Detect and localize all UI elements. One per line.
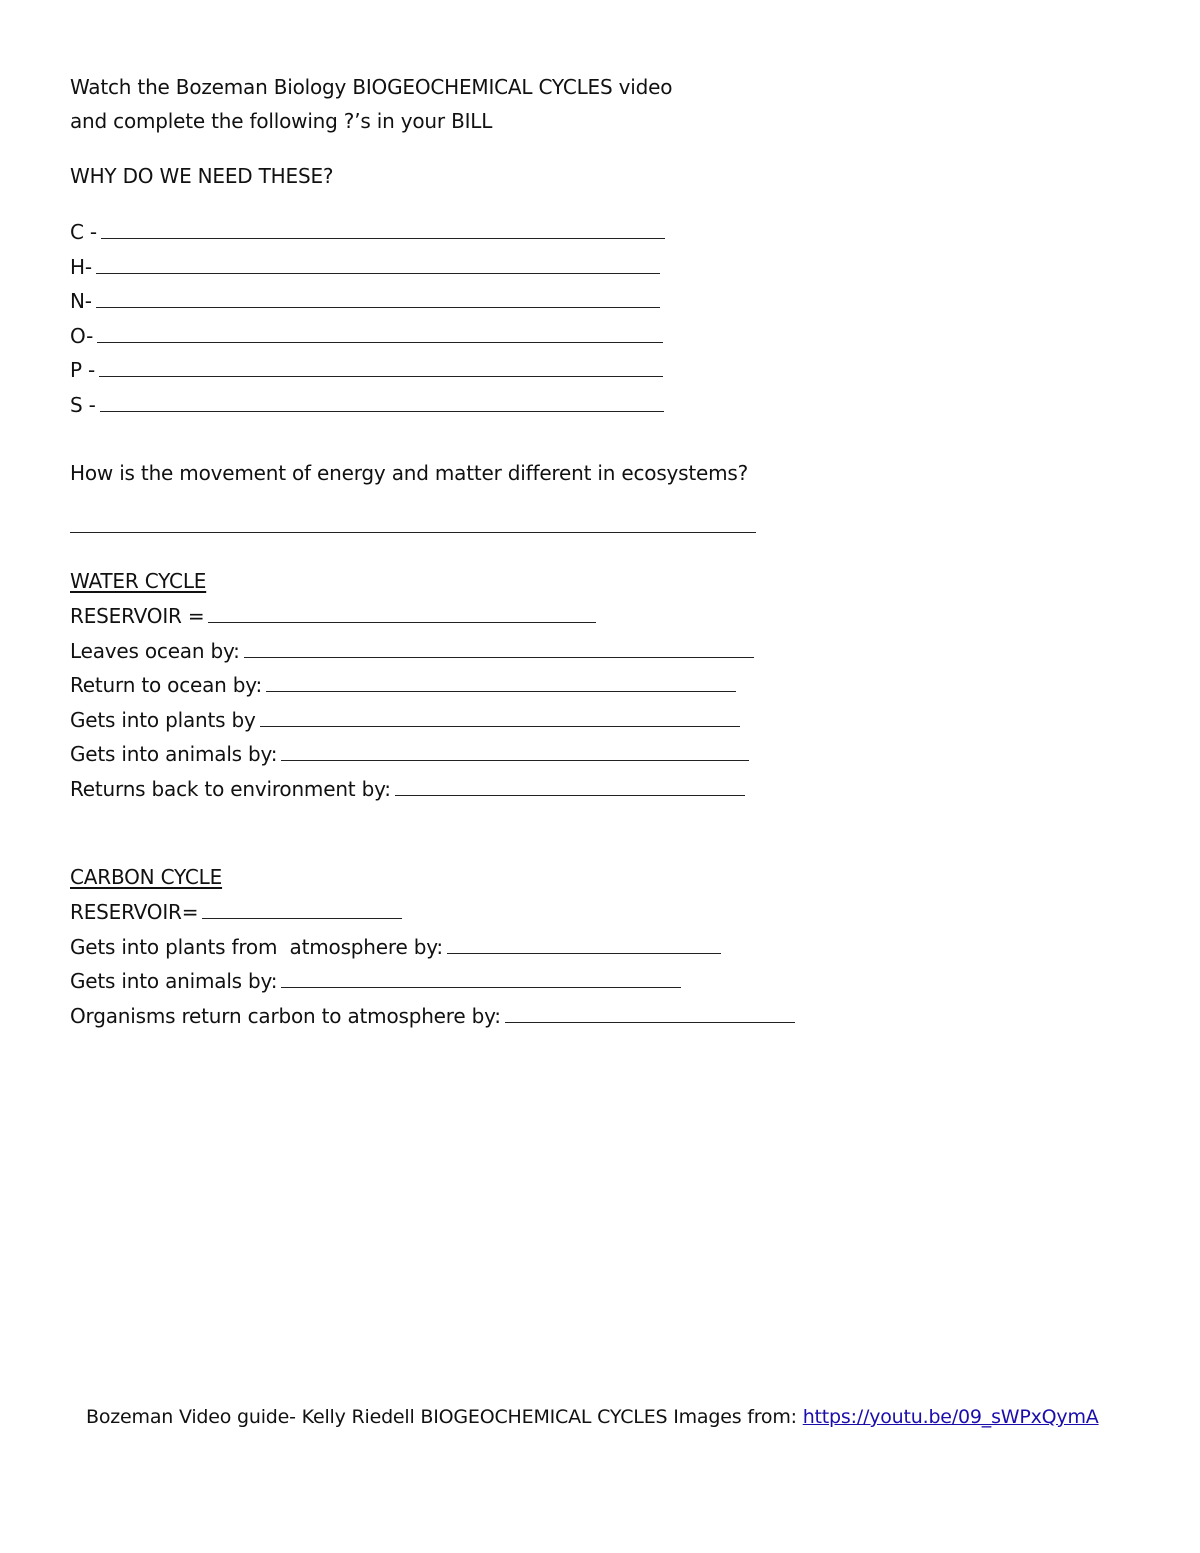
need-item-s [70, 391, 664, 418]
carbon-item-plants [70, 933, 721, 960]
answer-blank[interactable] [70, 512, 756, 533]
need-item-n [70, 287, 660, 314]
intro-line-2: and complete the following ?’s in your BILL [70, 109, 493, 133]
water-item-animals [70, 740, 749, 767]
answer-blank[interactable] [99, 356, 663, 377]
video-link[interactable]: https://youtu.be/09_sWPxQymA [802, 1406, 1099, 1428]
need-label: S - [70, 393, 96, 417]
energy-question: How is the movement of energy and matter different in ecosystems? [70, 461, 749, 485]
water-label: Return to ocean by: [70, 673, 263, 697]
answer-blank[interactable] [244, 637, 754, 658]
water-label: RESERVOIR = [70, 604, 205, 628]
need-label: H- [70, 255, 92, 279]
answer-blank[interactable] [447, 933, 721, 954]
answer-blank[interactable] [96, 287, 660, 308]
answer-blank[interactable] [505, 1002, 795, 1023]
page-footer [86, 1404, 1099, 1430]
carbon-item-animals [70, 967, 681, 994]
need-label: P - [70, 358, 96, 382]
answer-blank[interactable] [101, 218, 665, 239]
water-item-leaves-ocean [70, 637, 754, 664]
water-item-return-ocean [70, 671, 736, 698]
water-label: Gets into animals by: [70, 742, 278, 766]
water-label: Returns back to environment by: [70, 777, 391, 801]
answer-blank[interactable] [97, 322, 663, 343]
water-item-plants [70, 706, 740, 733]
answer-blank[interactable] [202, 898, 402, 919]
need-label: C - [70, 220, 97, 244]
footer-text: Bozeman Video guide- Kelly Riedell BIOGEOCHEMICAL CYCLES Images from: [86, 1406, 803, 1428]
carbon-label: Gets into animals by: [70, 969, 278, 993]
need-label: N- [70, 289, 92, 313]
needs-heading: WHY DO WE NEED THESE? [70, 164, 334, 188]
need-item-p [70, 356, 663, 383]
answer-blank[interactable] [395, 775, 745, 796]
carbon-cycle-heading: CARBON CYCLE [70, 865, 223, 889]
answer-blank[interactable] [281, 967, 681, 988]
water-label: Gets into plants by [70, 708, 256, 732]
intro-line-1: Watch the Bozeman Biology BIOGEOCHEMICAL CYCLES video [70, 75, 673, 99]
water-cycle-heading: WATER CYCLE [70, 569, 207, 593]
answer-blank[interactable] [281, 740, 749, 761]
water-item-reservoir [70, 602, 596, 629]
answer-blank[interactable] [260, 706, 740, 727]
need-item-h [70, 253, 660, 280]
answer-blank[interactable] [208, 602, 596, 623]
carbon-item-return-atmosphere [70, 1002, 795, 1029]
carbon-label: RESERVOIR= [70, 900, 199, 924]
water-label: Leaves ocean by: [70, 639, 240, 663]
need-item-o [70, 322, 663, 349]
answer-blank[interactable] [96, 253, 660, 274]
carbon-label: Gets into plants from atmosphere by: [70, 935, 443, 959]
need-label: O- [70, 324, 94, 348]
carbon-label: Organisms return carbon to atmosphere by: [70, 1004, 501, 1028]
water-item-returns-env [70, 775, 745, 802]
energy-answer-line [70, 512, 756, 539]
answer-blank[interactable] [266, 671, 736, 692]
answer-blank[interactable] [100, 391, 664, 412]
carbon-item-reservoir [70, 898, 402, 925]
need-item-c [70, 218, 665, 245]
